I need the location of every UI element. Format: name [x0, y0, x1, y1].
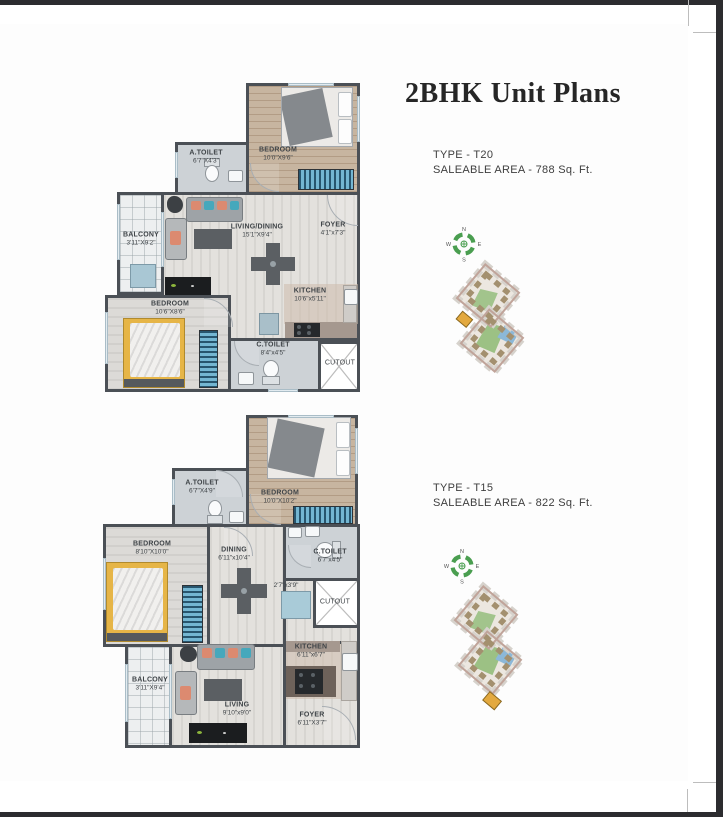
cushion — [230, 201, 239, 210]
room-label-cutout: CUTOUT — [324, 359, 356, 367]
room-label-foyer: FOYER 4'1"x7'3" — [320, 221, 346, 237]
unit-type-label: TYPE - T20 — [433, 149, 494, 161]
room-label-a-toilet: A.TOILET 6'7"X4'9" — [185, 479, 219, 495]
bed — [123, 318, 185, 388]
frame-bar-bottom — [0, 812, 723, 817]
cushion — [217, 201, 227, 210]
toilet — [205, 165, 219, 182]
compass-s: S — [460, 579, 464, 586]
washbasin — [305, 526, 320, 537]
toilet-tank — [207, 515, 223, 524]
cushion — [204, 201, 214, 210]
highlighted-unit-t15 — [483, 692, 502, 710]
washbasin — [228, 170, 243, 182]
room-label-foyer: FOYER 6'11"X3'7" — [297, 711, 327, 727]
bed — [106, 562, 168, 642]
room-label-bedroom-2: BEDROOM 8'10"X10'0" — [133, 540, 171, 556]
armchair — [165, 218, 187, 260]
bed-footboard — [124, 379, 185, 388]
compass-icon — [444, 549, 480, 586]
window — [172, 479, 175, 505]
table-center — [241, 588, 247, 594]
cushion — [170, 231, 181, 245]
room-label-kitchen: KITCHEN 10'6"x5'11" — [293, 287, 327, 303]
pillow — [336, 450, 350, 476]
room-balcony — [125, 644, 172, 748]
key-plan-t15 — [430, 548, 560, 718]
window — [288, 83, 334, 86]
window — [105, 312, 108, 364]
window — [268, 389, 298, 392]
page-corner-guide — [688, 0, 689, 26]
store-unit — [281, 591, 311, 619]
unit-info-t15 — [433, 481, 593, 511]
key-plan-t20 — [432, 226, 562, 396]
tv-deco — [191, 285, 194, 287]
room-label-living: LIVING 9'10"x9'0" — [222, 701, 252, 717]
unit-area-label: SALEABLE AREA - 788 Sq. Ft. — [433, 164, 593, 176]
bed — [267, 417, 351, 479]
cushion — [241, 648, 251, 658]
window — [125, 664, 128, 722]
tv-console — [189, 723, 247, 743]
tv-deco — [171, 284, 176, 287]
cushion — [215, 648, 225, 658]
compass-n: N — [460, 548, 464, 555]
window — [117, 204, 120, 260]
compass-s: S — [462, 257, 466, 264]
frame-bar-top — [0, 0, 723, 5]
tv-console — [165, 277, 211, 295]
wardrobe — [293, 506, 353, 524]
pillow — [338, 92, 352, 117]
planter — [130, 264, 156, 288]
plant — [167, 196, 183, 213]
room-label-dining: DINING 6'11"x10'4" — [218, 546, 250, 562]
fridge — [259, 313, 279, 335]
coffee-table — [204, 679, 242, 701]
window — [161, 212, 164, 267]
stove — [295, 669, 323, 694]
coffee-table — [194, 229, 232, 249]
compass-w: W — [445, 242, 452, 248]
room-label-balcony: BALCONY 3'11"X9'2" — [122, 231, 160, 247]
room-label-balcony: BALCONY 3'11"X9'4" — [131, 676, 169, 692]
window — [103, 558, 106, 610]
duvet — [130, 323, 180, 377]
washbasin — [229, 511, 244, 523]
window — [357, 96, 360, 142]
bed-footboard — [107, 633, 168, 642]
washbasin — [238, 372, 254, 385]
bed — [281, 87, 353, 147]
pillow — [336, 422, 350, 448]
sofa — [197, 644, 255, 670]
site-cluster — [436, 264, 543, 371]
compass-w: W — [443, 564, 450, 570]
window — [288, 415, 334, 418]
kitchen-sink — [342, 653, 358, 671]
blanket — [281, 88, 333, 146]
room-label-store: 2'7"x3'9" — [273, 582, 299, 589]
kitchen-counter — [341, 641, 357, 701]
cushion — [228, 648, 238, 658]
compass-n: N — [462, 226, 466, 233]
frame-bar-right — [716, 0, 723, 817]
washbasin — [288, 527, 302, 538]
window — [175, 152, 178, 178]
room-label-kitchen: KITCHEN 6'11"x6'7" — [294, 643, 328, 659]
page-corner-guide — [693, 32, 716, 33]
compass-e: E — [477, 242, 482, 248]
wardrobe — [199, 330, 218, 388]
blanket — [267, 419, 324, 478]
pillow — [338, 119, 352, 144]
compass-icon — [446, 227, 482, 264]
page-corner-guide — [693, 782, 716, 783]
cutout-cross-icon — [321, 344, 357, 389]
armchair — [175, 671, 197, 715]
room-label-living-dining: LIVING/DINING 15'1"X9'4" — [230, 223, 284, 239]
room-label-c-toilet: C.TOILET 6'7"x4'5" — [313, 548, 347, 564]
wardrobe — [182, 585, 203, 643]
kitchen-sink — [344, 289, 358, 305]
unit-info-t20 — [433, 148, 593, 178]
site-cluster — [434, 586, 541, 693]
unit-type-label: TYPE - T15 — [433, 482, 494, 494]
room-label-c-toilet: C.TOILET 8'4"x4'5" — [256, 341, 290, 357]
table-center — [270, 261, 276, 267]
toilet-tank — [262, 376, 280, 385]
stove — [294, 323, 320, 337]
cushion — [191, 201, 201, 210]
highlighted-unit-t20 — [456, 311, 472, 327]
room-label-cutout: CUTOUT — [319, 598, 351, 606]
cushion — [180, 686, 191, 700]
room-label-bedroom-2: BEDROOM 10'6"X8'6" — [151, 300, 189, 316]
room-label-bedroom-1: BEDROOM 10'0"X10'2" — [261, 489, 299, 505]
wardrobe — [298, 169, 354, 190]
tv-deco — [223, 732, 226, 734]
duvet — [113, 568, 163, 630]
sofa — [186, 197, 243, 222]
page-title: 2BHK Unit Plans — [405, 78, 621, 109]
page-corner-guide — [687, 789, 688, 812]
window — [169, 664, 172, 719]
tv-deco — [197, 731, 202, 734]
plant — [180, 646, 197, 662]
window — [355, 428, 358, 474]
cushion — [202, 648, 212, 658]
room-label-bedroom-1: BEDROOM 10'0"X9'6" — [259, 146, 297, 162]
unit-area-label: SALEABLE AREA - 822 Sq. Ft. — [433, 497, 593, 509]
room-label-a-toilet: A.TOILET 6'7"X4'3" — [189, 149, 223, 165]
compass-e: E — [475, 564, 480, 570]
